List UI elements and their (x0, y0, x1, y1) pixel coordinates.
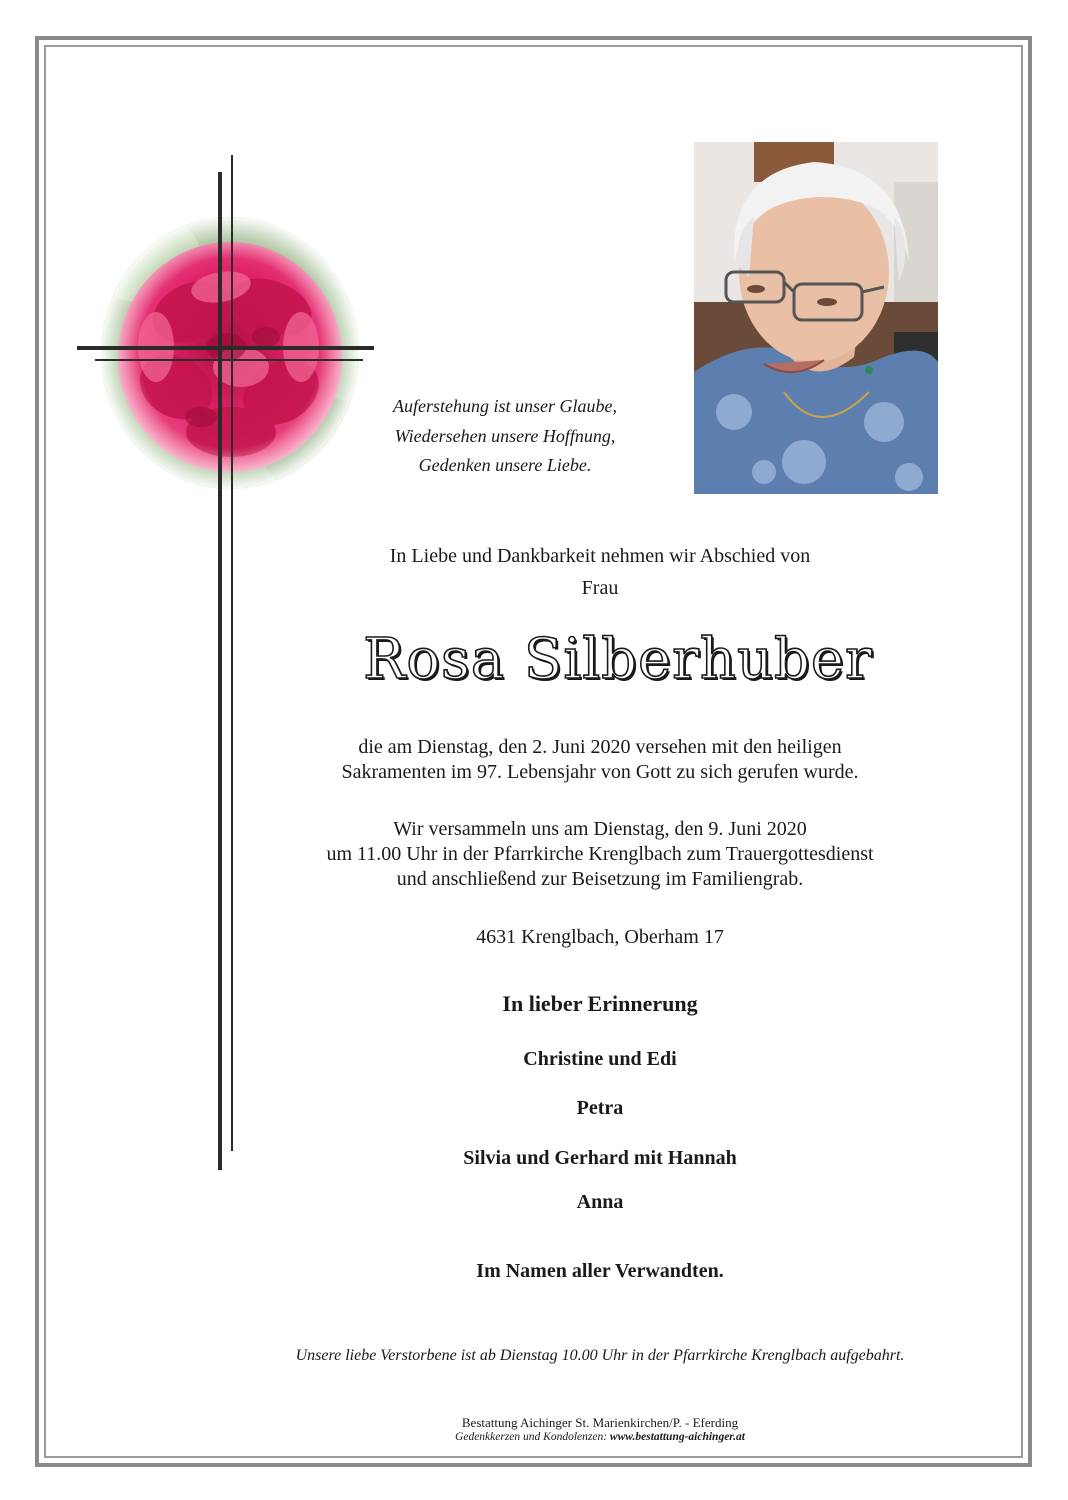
condolence-label: Gedenkkerzen und Kondolenzen: (455, 1431, 608, 1443)
cross-vertical-line (218, 172, 222, 1170)
verse-line-1: Auferstehung ist unser Glaube, (393, 396, 617, 416)
cross-horizontal-line (77, 346, 374, 350)
relatives-line: Im Namen aller Verwandten. (476, 1260, 724, 1282)
viewing-note: Unsere liebe Verstorbene ist ab Dienstag 10.00 Uhr in der Pfarrkirche Krenglbach aufgebahrt. (295, 1347, 905, 1364)
address: 4631 Krenglbach, Oberham 17 (476, 926, 724, 948)
cross-horizontal-line-thin (95, 359, 363, 361)
intro (230, 540, 970, 604)
mourner-1: Christine und Edi (523, 1048, 677, 1070)
mourner-3: Silvia und Gerhard mit Hannah (463, 1147, 737, 1169)
intro-title: Frau (581, 577, 619, 599)
death-notice-line-1: die am Dienstag, den 2. Juni 2020 versehen mit den heiligen (358, 736, 842, 758)
verse (340, 392, 670, 481)
service-info (230, 817, 970, 892)
death-notice (230, 735, 970, 785)
service-line-2: um 11.00 Uhr in der Pfarrkirche Krenglbach zum Trauergottesdienst (326, 843, 874, 865)
death-notice-line-2: Sakramenten im 97. Lebensjahr von Gott zu sich gerufen wurde. (341, 761, 859, 783)
service-line-3: und anschließend zur Beisetzung im Familiengrab. (396, 868, 804, 890)
verse-line-2: Wiedersehen unsere Hoffnung, (394, 425, 616, 446)
funeral-home: Bestattung Aichinger St. Marienkirchen/P. - Eferding (461, 1415, 739, 1430)
website-link[interactable]: www.bestattung-aichinger.at (609, 1431, 745, 1443)
mourner-2: Petra (576, 1097, 624, 1119)
peony-flower-image (101, 217, 359, 489)
condolence-line (230, 1431, 970, 1443)
remembrance-heading: In lieber Erinnerung (502, 991, 698, 1016)
mourner-4: Anna (576, 1191, 624, 1213)
deceased-name: Rosa Silberhuber (363, 627, 873, 692)
service-line-1: Wir versammeln uns am Dienstag, den 9. Juni 2020 (393, 818, 807, 840)
portrait-photo (694, 142, 938, 494)
verse-line-3: Gedenken unsere Liebe. (418, 455, 592, 475)
intro-line: In Liebe und Dankbarkeit nehmen wir Abschied von (389, 545, 811, 567)
